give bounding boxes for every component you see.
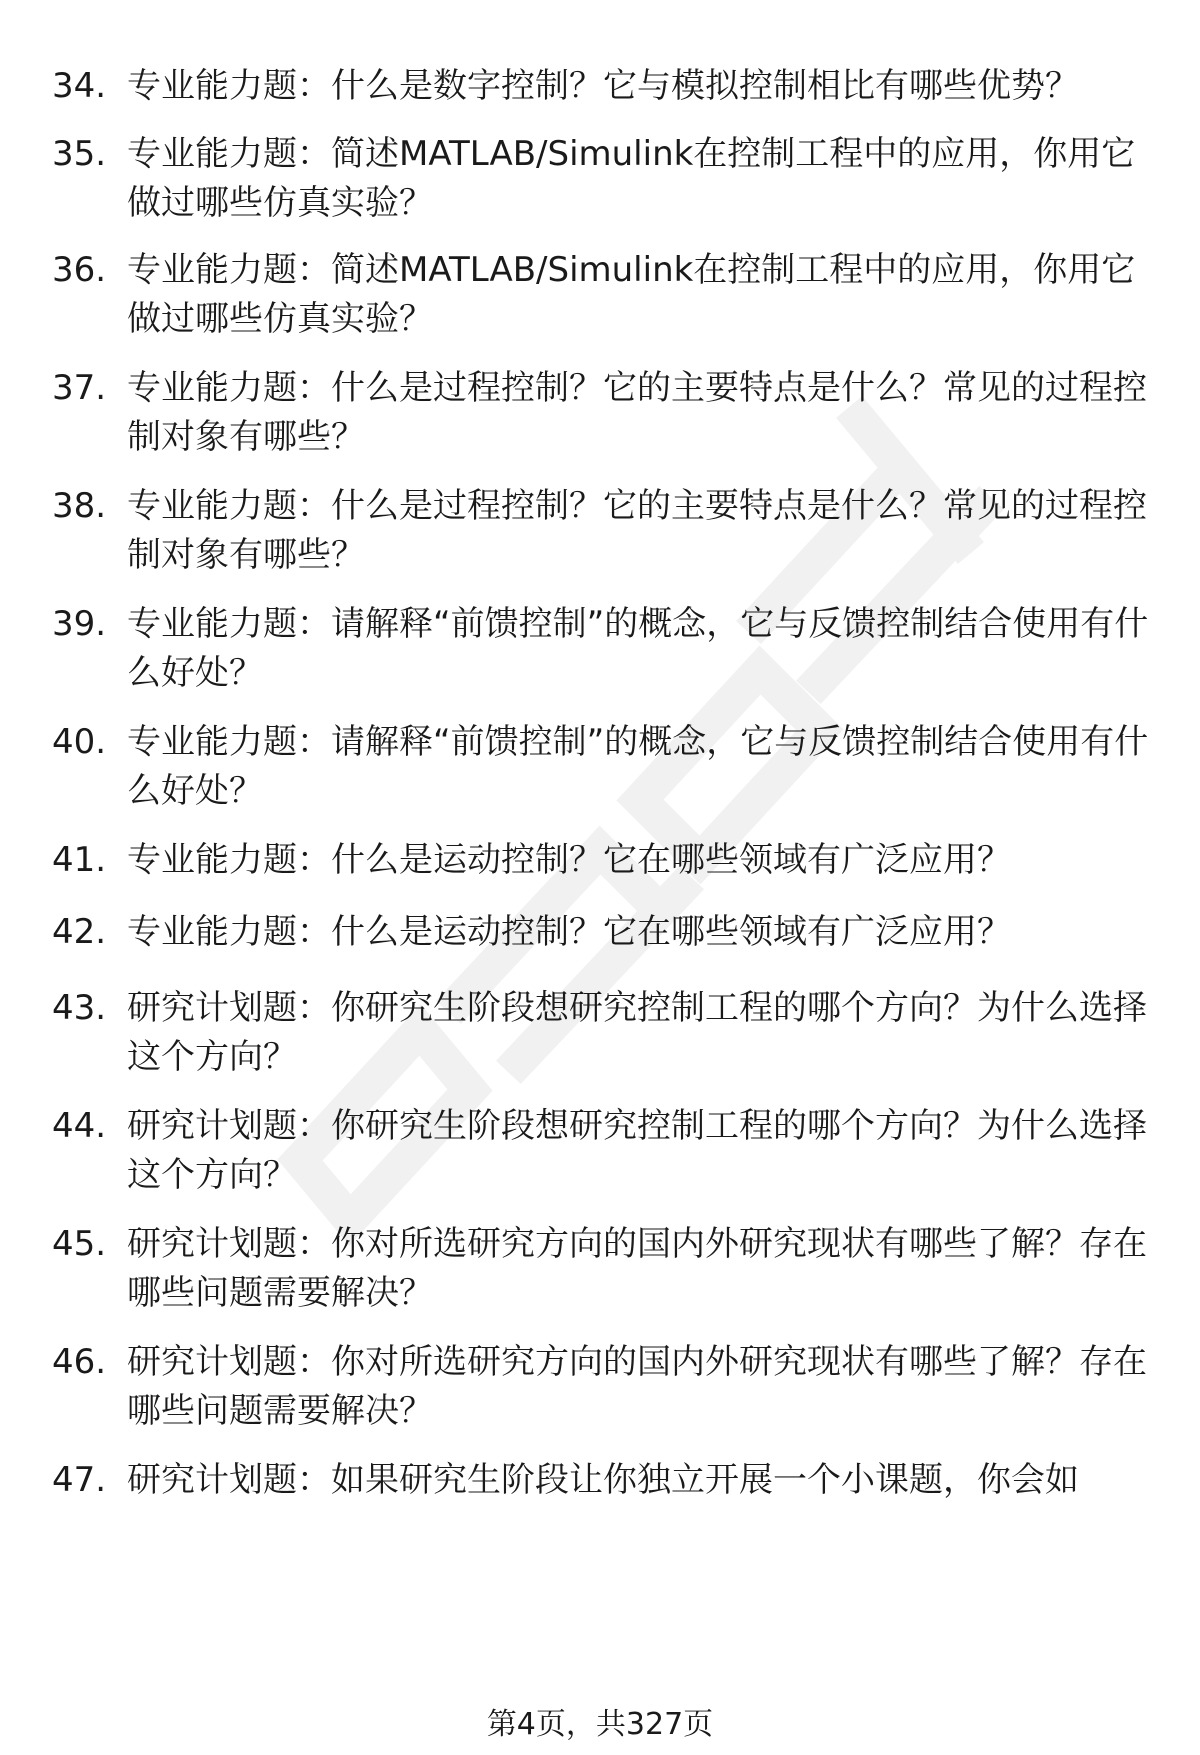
question-text: 研究计划题：你研究生阶段想研究控制工程的哪个方向？为什么选择这个方向？ — [127, 988, 1147, 1077]
question-text: 专业能力题：请解释“前馈控制”的概念，它与反馈控制结合使用有什么好处？ — [127, 722, 1149, 811]
question-text: 专业能力题：简述MATLAB/Simulink在控制工程中的应用，你用它做过哪些仿真实验？ — [127, 250, 1136, 339]
question-number: 38. — [52, 486, 107, 526]
question-number: 34. — [52, 66, 107, 106]
question-item — [52, 600, 1152, 698]
question-number: 39. — [52, 604, 107, 644]
question-text: 专业能力题：什么是数字控制？它与模拟控制相比有哪些优势？ — [127, 66, 1079, 106]
question-item — [52, 836, 1152, 885]
question-number: 36. — [52, 250, 107, 290]
question-number: 40. — [52, 722, 107, 762]
question-number: 43. — [52, 988, 107, 1028]
question-item — [52, 1338, 1152, 1436]
question-number: 45. — [52, 1224, 107, 1264]
question-text: 专业能力题：什么是过程控制？它的主要特点是什么？常见的过程控制对象有哪些？ — [127, 368, 1147, 457]
question-item — [52, 62, 1152, 111]
question-item — [52, 482, 1152, 580]
question-item — [52, 1220, 1152, 1318]
question-number: 47. — [52, 1460, 107, 1500]
page-footer: 第4页，共327页 — [486, 1707, 714, 1742]
question-text: 专业能力题：什么是运动控制？它在哪些领域有广泛应用？ — [127, 840, 1011, 880]
question-item — [52, 130, 1152, 228]
question-number: 42. — [52, 912, 107, 952]
question-text: 专业能力题：简述MATLAB/Simulink在控制工程中的应用，你用它做过哪些仿真实验？ — [127, 134, 1136, 223]
question-item — [52, 246, 1152, 344]
question-number: 35. — [52, 134, 107, 174]
question-item — [52, 984, 1152, 1082]
question-text: 研究计划题：你研究生阶段想研究控制工程的哪个方向？为什么选择这个方向？ — [127, 1106, 1147, 1195]
question-number: 41. — [52, 840, 107, 880]
question-item — [52, 908, 1152, 957]
question-text: 专业能力题：什么是运动控制？它在哪些领域有广泛应用？ — [127, 912, 1011, 952]
question-text: 研究计划题：你对所选研究方向的国内外研究现状有哪些了解？存在哪些问题需要解决？ — [127, 1342, 1147, 1431]
question-text: 研究计划题：如果研究生阶段让你独立开展一个小课题，你会如 — [127, 1460, 1079, 1500]
question-number: 44. — [52, 1106, 107, 1146]
question-text: 专业能力题：什么是过程控制？它的主要特点是什么？常见的过程控制对象有哪些？ — [127, 486, 1147, 575]
question-number: 37. — [52, 368, 107, 408]
question-item — [52, 1456, 1152, 1505]
question-item — [52, 364, 1152, 462]
question-number: 46. — [52, 1342, 107, 1382]
question-text: 专业能力题：请解释“前馈控制”的概念，它与反馈控制结合使用有什么好处？ — [127, 604, 1149, 693]
question-item — [52, 1102, 1152, 1200]
question-item — [52, 718, 1152, 816]
question-text: 研究计划题：你对所选研究方向的国内外研究现状有哪些了解？存在哪些问题需要解决？ — [127, 1224, 1147, 1313]
